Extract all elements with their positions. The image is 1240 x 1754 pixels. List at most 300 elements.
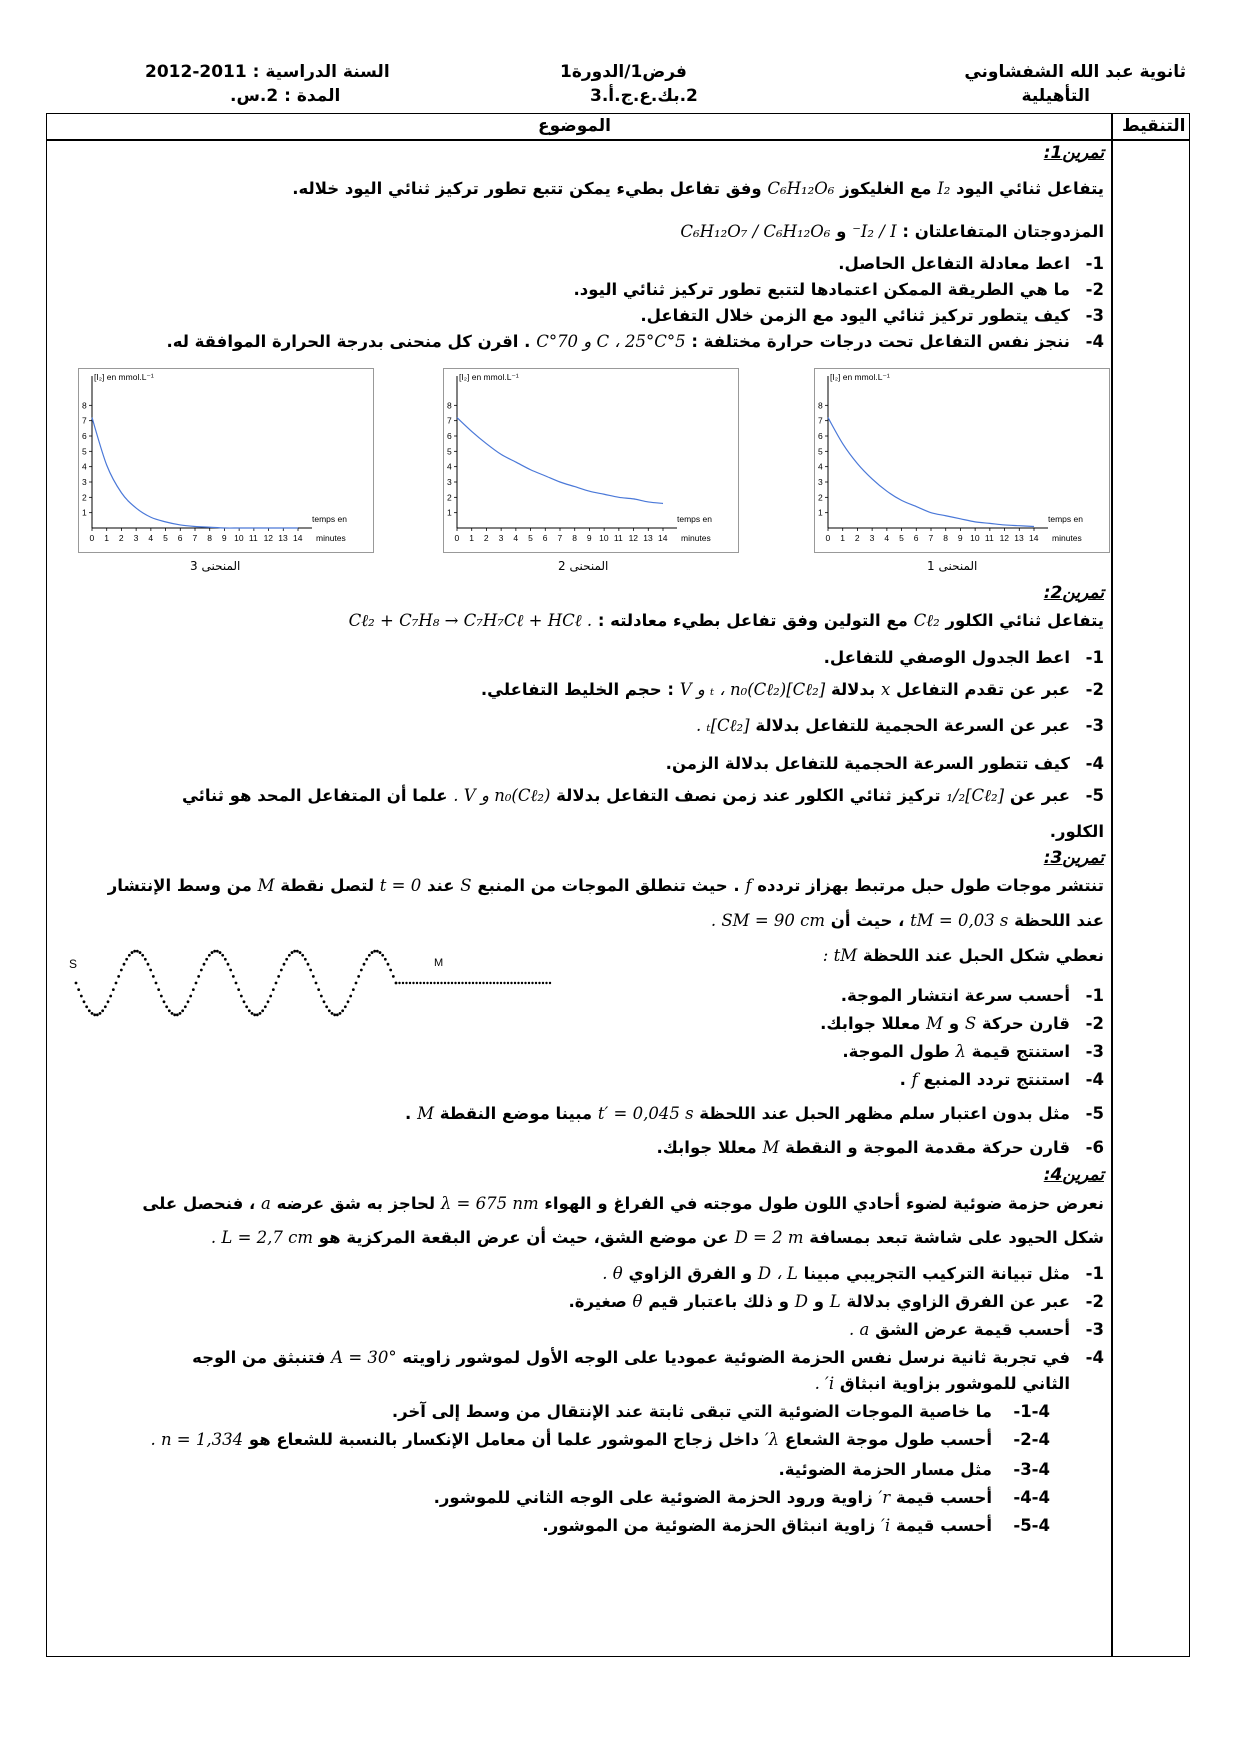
wave-dot: [179, 1012, 182, 1015]
y-tick-label: 8: [82, 400, 87, 411]
wave-dot: [197, 975, 200, 978]
wave-dot: [363, 963, 366, 966]
x-tick-label: 14: [293, 533, 303, 543]
x-tick-label: 4: [884, 533, 890, 543]
y-tick-label: 2: [82, 492, 87, 503]
x-tick-label: 5: [528, 533, 533, 543]
school-year: السنة الدراسية : 2011-2012: [145, 62, 390, 82]
wave-dot: [75, 982, 78, 985]
wave-dot: [192, 988, 195, 991]
ex4-q41: 1-4-ما خاصية الموجات الضوئية التي تبقى ثابتة عند الإنتقال من وسط إلى آخر.: [391, 1402, 1050, 1421]
y-axis-label: [I₂] en mmol.L⁻¹: [459, 372, 519, 382]
wave-dot: [365, 958, 368, 961]
x-tick-label: 9: [586, 533, 592, 543]
x-tick-label: 0: [454, 533, 460, 543]
rest-dot: [416, 982, 418, 984]
x-tick-label: 3: [869, 533, 875, 543]
wave-dot: [203, 963, 206, 966]
wave-dot: [344, 1005, 347, 1008]
wave-dot: [235, 982, 238, 985]
wave-dot: [251, 1012, 254, 1015]
ex4-q42: 2-4-أحسب طول موجة الشعاع λ′ داخل زجاج الموشور علما أن معامل الإنكسار بالنسبة للشعاع هو n = 1,334 .: [150, 1430, 1050, 1449]
wave-dot: [243, 1000, 246, 1003]
ex1-q1: 1-اعط معادلة التفاعل الحاصل.: [838, 254, 1104, 273]
ex1-couples: المزدوجتان المتفاعلتان : I₂ / I⁻ و C₆H₁₂O₇ / C₆H₁₂O₆: [680, 222, 1104, 241]
x-tick-label: 3: [133, 533, 139, 543]
wave-dot: [357, 975, 360, 978]
x-tick-label: 10: [599, 533, 609, 543]
x-tick-label: 8: [207, 533, 212, 543]
rest-dot: [507, 982, 509, 984]
y-tick-label: 8: [447, 400, 452, 411]
x-axis-label: temps en: [1048, 514, 1083, 524]
x-axis-label: temps en: [312, 514, 347, 524]
y-tick-label: 4: [447, 461, 452, 472]
wave-dot: [307, 963, 310, 966]
x-tick-label: 1: [469, 533, 474, 543]
graph-curve-1: [814, 368, 1110, 553]
wave-dot: [173, 1013, 176, 1016]
x-tick-label: 2: [483, 533, 489, 543]
wave-dot: [277, 975, 280, 978]
wave-dot: [157, 988, 160, 991]
rest-dot: [447, 982, 449, 984]
wave-dot: [336, 1013, 339, 1016]
ex2-q5: 5-عبر عن [Cℓ₂]₁/₂ تركيز ثنائي الكلور عند زمن نصف التفاعل بدلالة n₀(Cℓ₂) و V . علما أن المتفاعل المحد هو ثنائي: [181, 786, 1104, 805]
x-tick-label: 6: [177, 533, 183, 543]
x-tick-label: 13: [278, 533, 288, 543]
wave-dot: [349, 995, 352, 998]
wave-dot: [301, 954, 304, 957]
x-tick-label: 12: [263, 533, 274, 543]
wave-dot: [240, 995, 243, 998]
x-axis-label-unit: minutes: [681, 533, 711, 543]
ex3-intro-1: تنتشر موجات طول حبل مرتبط بهزاز تردده f . حيث تنطلق الموجات من المنبع S عند t = 0 لتصل نقطة M من وسط الإنتشار: [107, 876, 1104, 895]
ex3-q3: 3-استنتج قيمة λ طول الموجة.: [842, 1042, 1104, 1061]
wave-dot: [267, 1000, 270, 1003]
rest-dot: [468, 982, 470, 984]
wave-dot: [131, 951, 134, 954]
x-tick-label: 8: [572, 533, 577, 543]
ex2-q3: 3-عبر عن السرعة الحجمية للتفاعل بدلالة [Cℓ₂]ₜ .: [695, 716, 1104, 735]
rest-dot: [409, 982, 411, 984]
wave-dot: [123, 963, 126, 966]
wave-dot: [109, 995, 112, 998]
rest-dot: [538, 982, 540, 984]
ex4-intro-2: شكل الحيود على شاشة تبعد بمسافة D = 2 m عن موضع الشق، حيث أن عرض البقعة المركزية هو L = 2,7 cm .: [210, 1228, 1104, 1247]
wave-dot: [139, 951, 142, 954]
y-tick-label: 5: [82, 446, 87, 457]
x-tick-label: 5: [163, 533, 168, 543]
wave-dot: [96, 1013, 99, 1016]
wave-dot: [120, 969, 123, 972]
wave-dot: [285, 958, 288, 961]
wave-rest-line: [395, 982, 551, 984]
exam-title: فرض1/الدورة1: [560, 62, 687, 82]
rest-dot: [419, 982, 421, 984]
wave-dot: [227, 963, 230, 966]
ex3-q5: 5-مثل بدون اعتبار سلم مظهر الحبل عند اللحظة t′ = 0,045 s مبينا موضع النقطة M .: [405, 1104, 1104, 1123]
wave-dot: [320, 995, 323, 998]
y-tick-label: 6: [818, 431, 823, 441]
y-tick-label: 2: [447, 492, 452, 503]
wave-dot: [112, 988, 115, 991]
rest-dot: [475, 982, 477, 984]
wave-dot: [296, 950, 299, 953]
wave-dot: [317, 988, 320, 991]
rest-dot: [514, 982, 516, 984]
wave-dot: [155, 982, 158, 985]
wave-dot: [256, 1013, 259, 1016]
wave-dot: [291, 951, 294, 954]
wave-diagram: [66, 940, 566, 1030]
ex4-intro-1: نعرض حزمة ضوئية لضوء أحادي اللون طول موجته في الفراغ و الهواء λ = 675 nm لحاجز به شق عرضه a ، فنحصل على: [142, 1194, 1104, 1213]
x-tick-label: 13: [643, 533, 653, 543]
wave-dot: [283, 963, 286, 966]
wave-dot: [141, 954, 144, 957]
wave-dot: [80, 995, 83, 998]
rest-dot: [486, 982, 488, 984]
x-tick-label: 11: [984, 533, 994, 543]
graph-frame: [79, 369, 374, 553]
wave-dot: [325, 1005, 328, 1008]
x-tick-label: 1: [840, 533, 845, 543]
wave-dot: [85, 1005, 88, 1008]
y-tick-label: 5: [818, 446, 823, 457]
ex4-q1: 1-مثل تبيانة التركيب التجريبي مبينا D ، L و الفرق الزاوي θ .: [602, 1264, 1104, 1283]
wave-dot: [99, 1012, 102, 1015]
x-tick-label: 2: [854, 533, 860, 543]
wave-dot: [115, 982, 118, 985]
rest-dot: [472, 982, 474, 984]
wave-dot: [371, 951, 374, 954]
wave-dot: [88, 1009, 91, 1012]
x-tick-label: 6: [913, 533, 919, 543]
rest-dot: [412, 982, 414, 984]
graph-curve-3: [78, 368, 374, 553]
wave-dot: [147, 963, 150, 966]
x-tick-label: 13: [1014, 533, 1024, 543]
graph-curve-2: [443, 368, 739, 553]
wave-dot: [275, 982, 278, 985]
wave-dot: [269, 995, 272, 998]
wave-dot: [323, 1000, 326, 1003]
rest-dot: [479, 982, 481, 984]
wave-dot: [168, 1009, 171, 1012]
rest-dot: [528, 982, 530, 984]
subject-column-title: الموضوع: [538, 116, 611, 136]
rest-dot: [517, 982, 519, 984]
rest-dot: [433, 982, 435, 984]
wave-dot: [360, 969, 363, 972]
y-tick-label: 1: [82, 507, 87, 518]
exercise-3-title: تمرين3:: [1043, 848, 1104, 868]
ex4-q43: 3-4-مثل مسار الحزمة الضوئية.: [778, 1460, 1050, 1479]
y-tick-label: 7: [447, 415, 452, 426]
wave-dot: [160, 995, 163, 998]
rest-dot: [503, 982, 505, 984]
ex2-q2: 2-عبر عن تقدم التفاعل x بدلالة [Cℓ₂]ₜ ، n₀(Cℓ₂) و V : حجم الخليط التفاعلي.: [480, 680, 1104, 699]
x-tick-label: 7: [928, 533, 934, 543]
wave-dot: [237, 988, 240, 991]
wave-dot: [352, 988, 355, 991]
school-type: التأهيلية: [1021, 86, 1090, 106]
rest-dot: [402, 982, 404, 984]
y-tick-label: 3: [82, 477, 87, 487]
wave-dot: [149, 969, 152, 972]
x-tick-label: 14: [1029, 533, 1039, 543]
wave-dot: [229, 969, 232, 972]
ex2-intro: يتفاعل ثنائي الكلور Cℓ₂ مع التولين وفق تفاعل بطيء معادلته : Cℓ₂ + C₇H₈ → C₇H₇Cℓ + HCℓ .: [348, 611, 1104, 630]
wave-dot: [392, 975, 395, 978]
ex2-q5-continued: الكلور.: [1049, 822, 1104, 841]
ex4-q4: 4-في تجربة ثانية نرسل نفس الحزمة الضوئية عموديا على الوجه الأول لموشور زاويته A = 30° فتنبثق من الوجه: [192, 1348, 1104, 1367]
wave-dot: [379, 951, 382, 954]
rest-dot: [535, 982, 537, 984]
wave-dot: [221, 954, 224, 957]
y-tick-label: 2: [818, 492, 823, 503]
wave-dot: [144, 958, 147, 961]
wave-point-label: M: [434, 957, 444, 969]
ex3-q4: 4-استنتج تردد المنبع f .: [899, 1070, 1104, 1089]
rest-dot: [482, 982, 484, 984]
wave-dot: [315, 982, 318, 985]
y-tick-label: 8: [818, 400, 823, 411]
wave-dot: [261, 1009, 264, 1012]
x-tick-label: 4: [148, 533, 154, 543]
wave-dot: [389, 969, 392, 972]
rest-dot: [510, 982, 512, 984]
wave-dot: [328, 1009, 331, 1012]
wave-dot: [195, 982, 198, 985]
rest-dot: [440, 982, 442, 984]
wave-dot: [384, 958, 387, 961]
wave-dot: [312, 975, 315, 978]
wave-dot: [176, 1013, 179, 1016]
ex2-q1: 1-اعط الجدول الوصفي للتفاعل.: [823, 648, 1104, 667]
wave-dot: [272, 988, 275, 991]
wave-dot: [133, 950, 136, 953]
x-tick-label: 14: [658, 533, 668, 543]
wave-dot: [341, 1009, 344, 1012]
y-axis-label: [I₂] en mmol.L⁻¹: [830, 372, 890, 382]
x-axis-label-unit: minutes: [1052, 533, 1082, 543]
wave-dot: [347, 1000, 350, 1003]
wave-dot: [152, 975, 155, 978]
wave-dot: [181, 1009, 184, 1012]
rest-dot: [405, 982, 407, 984]
y-tick-label: 6: [82, 431, 87, 441]
wave-dot: [104, 1005, 107, 1008]
rest-dot: [542, 982, 544, 984]
wave-dot: [264, 1005, 267, 1008]
rest-dot: [465, 982, 467, 984]
ex4-q2: 2-عبر عن الفرق الزاوي بدلالة L و D و ذلك باعتبار قيم θ صغيرة.: [568, 1292, 1104, 1311]
y-tick-label: 7: [818, 415, 823, 426]
exercise-4-title: تمرين4:: [1043, 1165, 1104, 1185]
wave-dot: [224, 958, 227, 961]
wave-dot: [304, 958, 307, 961]
wave-dot: [376, 950, 379, 953]
caption-curve-3: المنحنى 3: [190, 559, 241, 573]
x-tick-label: 4: [513, 533, 519, 543]
wave-dot: [355, 982, 358, 985]
rest-dot: [545, 982, 547, 984]
wave-dot: [128, 954, 131, 957]
header-row-divider: [46, 139, 1190, 141]
wave-dot: [213, 950, 216, 953]
wave-dot: [101, 1009, 104, 1012]
x-tick-label: 5: [899, 533, 904, 543]
x-tick-label: 9: [221, 533, 227, 543]
ex1-q4: 4-ننجز نفس التفاعل تحت درجات حرارة مختلفة : 5°C ، 25°C و 70°C . اقرن كل منحنى بدرجة الحرارة الموافقة له.: [166, 332, 1104, 351]
x-tick-label: 8: [943, 533, 948, 543]
ex4-q44: 4-4-أحسب قيمة r′ زاوية ورود الحزمة الضوئية على الوجه الثاني للموشور.: [433, 1488, 1050, 1507]
wave-dot: [232, 975, 235, 978]
x-tick-label: 0: [825, 533, 831, 543]
ex4-q3: 3-أحسب قيمة عرض الشق a .: [849, 1320, 1104, 1339]
wave-dot: [216, 950, 219, 953]
wave-source-label: S: [69, 957, 78, 971]
y-tick-label: 4: [818, 461, 823, 472]
ex3-q6: 6-قارن حركة مقدمة الموجة و النقطة M معللا جوابك.: [656, 1138, 1104, 1157]
y-axis-label: [I₂] en mmol.L⁻¹: [94, 372, 154, 382]
graph-frame: [444, 369, 739, 553]
wave-dot: [339, 1012, 342, 1015]
wave-dot: [93, 1013, 96, 1016]
rest-dot: [493, 982, 495, 984]
x-tick-label: 6: [542, 533, 548, 543]
y-tick-label: 1: [818, 507, 823, 518]
caption-curve-2: المنحنى 2: [558, 559, 609, 573]
wave-dot: [125, 958, 128, 961]
rest-dot: [549, 982, 551, 984]
y-tick-label: 4: [82, 461, 87, 472]
wave-dot: [381, 954, 384, 957]
exercise-1-title: تمرين1:: [1043, 143, 1104, 163]
wave-dot: [200, 969, 203, 972]
rest-dot: [454, 982, 456, 984]
wave-dot: [136, 950, 139, 953]
x-tick-label: 2: [118, 533, 124, 543]
x-tick-label: 12: [999, 533, 1010, 543]
rest-dot: [521, 982, 523, 984]
x-tick-label: 1: [104, 533, 109, 543]
x-axis-label-unit: minutes: [316, 533, 346, 543]
ex3-intro-3: نعطي شكل الحبل عند اللحظة tM :: [822, 946, 1104, 965]
rest-dot: [423, 982, 425, 984]
y-tick-label: 7: [82, 415, 87, 426]
y-tick-label: 3: [818, 477, 823, 487]
ex3-intro-2: عند اللحظة tM = 0,03 s ، حيث أن SM = 90 cm .: [710, 911, 1104, 930]
ex2-q4: 4-كيف تتطور السرعة الحجمية للتفاعل بدلالة الزمن.: [665, 754, 1104, 773]
wave-dot: [187, 1000, 190, 1003]
wave-dot: [387, 963, 390, 966]
ex4-q4-continued: الثاني للموشور بزاوية انبثاق i′ .: [814, 1374, 1070, 1393]
rest-dot: [458, 982, 460, 984]
rest-dot: [437, 982, 439, 984]
x-tick-label: 3: [498, 533, 504, 543]
wave-dot: [280, 969, 283, 972]
wave-dots: [75, 950, 398, 1016]
ex3-q1: 1-أحسب سرعة انتشار الموجة.: [840, 986, 1104, 1005]
column-divider: [1111, 113, 1113, 1657]
exam-duration: المدة : 2.س.: [230, 86, 341, 106]
exam-class: 2.بك.ع.ج.أ.3: [590, 86, 698, 106]
wave-dot: [333, 1013, 336, 1016]
wave-dot: [211, 951, 214, 954]
x-tick-label: 7: [192, 533, 198, 543]
y-tick-label: 6: [447, 431, 452, 441]
rest-dot: [451, 982, 453, 984]
grading-column-title: التنقيط: [1122, 116, 1186, 136]
rest-dot: [395, 982, 397, 984]
wave-dot: [299, 951, 302, 954]
school-name: ثانوية عبد الله الشفشاوني: [964, 62, 1186, 82]
rest-dot: [500, 982, 502, 984]
wave-dot: [331, 1012, 334, 1015]
x-tick-label: 11: [613, 533, 623, 543]
x-tick-label: 7: [557, 533, 563, 543]
wave-dot: [189, 995, 192, 998]
wave-dot: [373, 950, 376, 953]
wave-dot: [288, 954, 291, 957]
x-tick-label: 12: [628, 533, 639, 543]
rest-dot: [398, 982, 400, 984]
ex4-q45: 5-4-أحسب قيمة i′ زاوية انبثاق الحزمة الضوئية من الموشور.: [542, 1516, 1050, 1535]
wave-dot: [293, 950, 296, 953]
rest-dot: [489, 982, 491, 984]
wave-dot: [248, 1009, 251, 1012]
wave-dot: [259, 1012, 262, 1015]
rest-dot: [524, 982, 526, 984]
x-tick-label: 11: [248, 533, 258, 543]
y-tick-label: 1: [447, 507, 452, 518]
wave-dot: [184, 1005, 187, 1008]
wave-dot: [171, 1012, 174, 1015]
wave-dot: [309, 969, 312, 972]
rest-dot: [444, 982, 446, 984]
rest-dot: [461, 982, 463, 984]
wave-dot: [219, 951, 222, 954]
x-tick-label: 0: [89, 533, 95, 543]
wave-dot: [117, 975, 120, 978]
x-tick-label: 9: [957, 533, 963, 543]
wave-dot: [253, 1013, 256, 1016]
ex1-q3: 3-كيف يتطور تركيز ثنائي اليود مع الزمن خلال التفاعل.: [640, 306, 1104, 325]
y-tick-label: 5: [447, 446, 452, 457]
ex1-q2: 2-ما هي الطريقة الممكن اعتمادها لتتبع تطور تركيز ثنائي اليود.: [573, 280, 1104, 299]
wave-dot: [165, 1005, 168, 1008]
wave-dot: [368, 954, 371, 957]
wave-dot: [208, 954, 211, 957]
caption-curve-1: المنحنى 1: [927, 559, 978, 573]
wave-dot: [205, 958, 208, 961]
x-tick-label: 10: [970, 533, 980, 543]
graph-frame: [815, 369, 1110, 553]
ex3-q2: 2-قارن حركة S و M معللا جوابك.: [820, 1014, 1104, 1033]
wave-dot: [107, 1000, 110, 1003]
x-axis-label: temps en: [677, 514, 712, 524]
wave-dot: [83, 1000, 86, 1003]
y-tick-label: 3: [447, 477, 452, 487]
rest-dot: [430, 982, 432, 984]
rest-dot: [496, 982, 498, 984]
wave-dot: [245, 1005, 248, 1008]
wave-dot: [77, 988, 80, 991]
rest-dot: [426, 982, 428, 984]
ex1-intro: يتفاعل ثنائي اليود I₂ مع الغليكوز C₆H₁₂O₆ وفق تفاعل بطيء يمكن تتبع تطور تركيز ثنائي اليود خلاله.: [292, 179, 1104, 198]
